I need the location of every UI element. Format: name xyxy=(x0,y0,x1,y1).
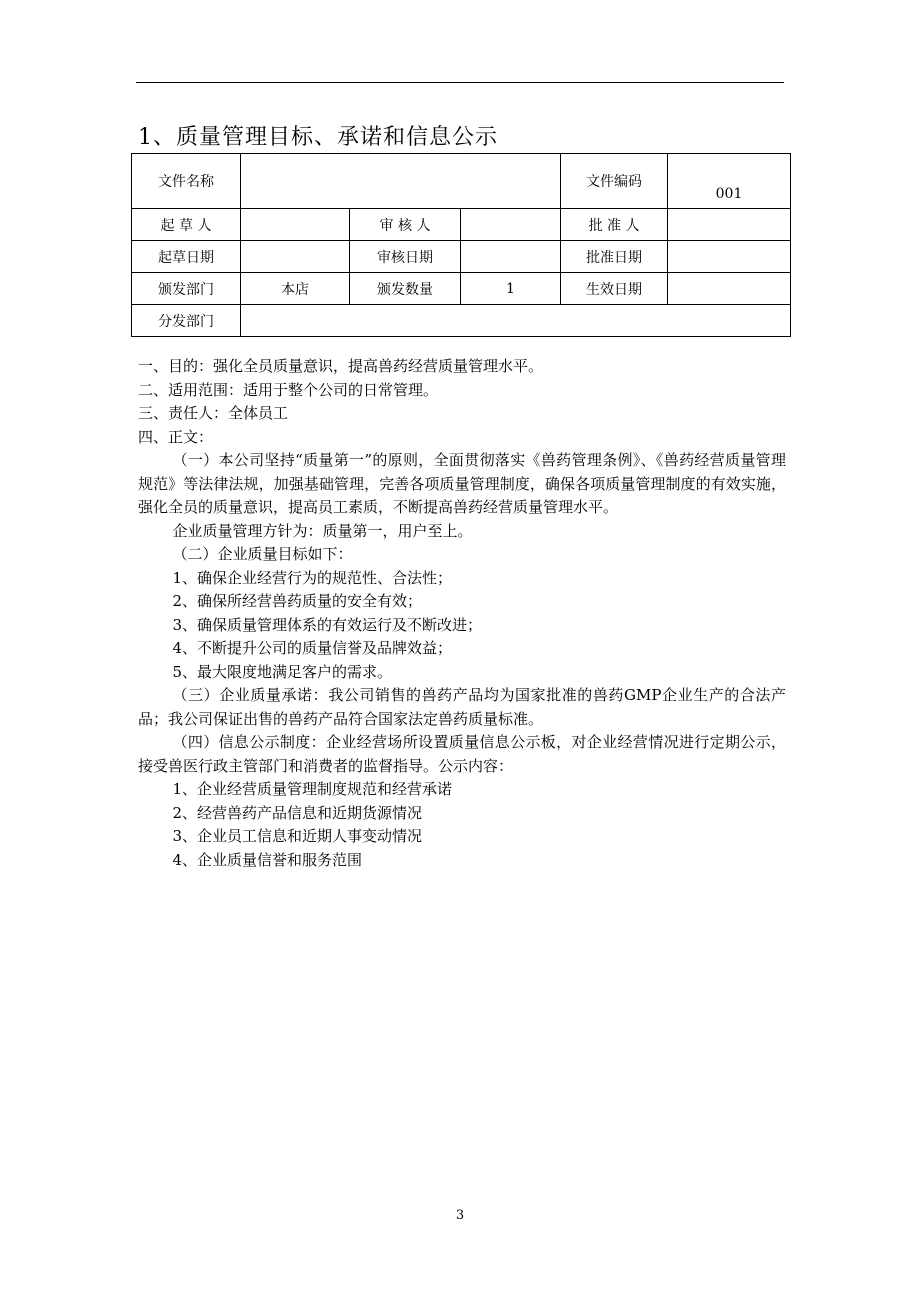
distribution-value xyxy=(241,305,791,337)
paragraph-principle: （一）本公司坚持“质量第一”的原则，全面贯彻落实《兽药管理条例》、《兽药经营质量管理规范》等法律法规，加强基础管理，完善各项质量管理制度，确保各项质量管理制度的有效实施，强化全员的质量意识，提高员工素质，不断提高兽药经营质量管理水平。 xyxy=(138,451,786,516)
list-item: 2、经营兽药产品信息和近期货源情况 xyxy=(172,803,423,822)
document-info-table xyxy=(131,153,791,337)
reviewer-value xyxy=(461,209,561,241)
header-rule xyxy=(136,82,784,83)
reviewer-label: 审 核 人 xyxy=(350,209,461,241)
file-code-label: 文件编码 xyxy=(561,154,668,209)
issue-qty-label: 颁发数量 xyxy=(350,273,461,305)
issue-dept-label: 颁发部门 xyxy=(132,273,241,305)
goals-heading: （二）企业质量目标如下： xyxy=(172,545,353,563)
paragraph-commitment: （三）企业质量承诺：我公司销售的兽药产品均为国家批准的兽药GMP企业生产的合法产品；我公司保证出售的兽药产品符合国家法定兽药质量标准。 xyxy=(138,686,786,728)
list-item: 5、最大限度地满足客户的需求。 xyxy=(172,662,393,681)
file-code-value: 001 xyxy=(668,154,791,209)
purpose-line: 一、目的：强化全员质量意识，提高兽药经营质量管理水平。 xyxy=(138,357,544,375)
file-name-value xyxy=(241,154,561,209)
approver-label: 批 准 人 xyxy=(561,209,668,241)
table-row xyxy=(132,209,791,241)
approve-date-label: 批准日期 xyxy=(561,241,668,273)
list-item: 1、企业经营质量管理制度规范和经营承诺 xyxy=(172,780,453,798)
list-item: 4、企业质量信誉和服务范围 xyxy=(172,850,363,869)
table-row xyxy=(132,305,791,337)
list-item: 2、确保所经营兽药质量的安全有效； xyxy=(172,592,423,610)
effective-date-label: 生效日期 xyxy=(561,273,668,305)
issue-dept-value: 本店 xyxy=(241,273,350,305)
review-date-label: 审核日期 xyxy=(350,241,461,273)
effective-date-value xyxy=(668,273,791,305)
distribution-label: 分发部门 xyxy=(132,305,241,337)
list-item: 3、企业员工信息和近期人事变动情况 xyxy=(172,827,423,845)
approve-date-value xyxy=(668,241,791,273)
list-item: 4、不断提升公司的质量信誉及品牌效益； xyxy=(172,639,453,657)
drafter-value xyxy=(241,209,350,241)
table-row xyxy=(132,154,791,209)
paragraph-disclosure: （四）信息公示制度：企业经营场所设置质量信息公示板，对企业经营情况进行定期公示，接受兽医行政主管部门和消费者的监督指导。公示内容： xyxy=(138,733,786,775)
scope-line: 二、适用范围：适用于整个公司的日常管理。 xyxy=(138,380,439,399)
list-item: 1、确保企业经营行为的规范性、合法性； xyxy=(172,568,453,587)
document-body xyxy=(138,355,786,872)
file-name-label: 文件名称 xyxy=(132,154,241,209)
page-number: 3 xyxy=(455,1208,465,1223)
draft-date-value xyxy=(241,241,350,273)
draft-date-label: 起草日期 xyxy=(132,241,241,273)
drafter-label: 起 草 人 xyxy=(132,209,241,241)
quality-policy: 企业质量管理方针为：质量第一，用户至上。 xyxy=(172,521,473,540)
table-row xyxy=(132,273,791,305)
table-row xyxy=(132,241,791,273)
page-title: 1、质量管理目标、承诺和信息公示 xyxy=(138,125,498,150)
review-date-value xyxy=(461,241,561,273)
responsible-line: 三、责任人：全体员工 xyxy=(138,404,289,422)
issue-qty-value: 1 xyxy=(461,273,561,305)
text-heading: 四、正文： xyxy=(138,427,214,446)
list-item: 3、确保质量管理体系的有效运行及不断改进； xyxy=(172,615,483,634)
approver-value xyxy=(668,209,791,241)
